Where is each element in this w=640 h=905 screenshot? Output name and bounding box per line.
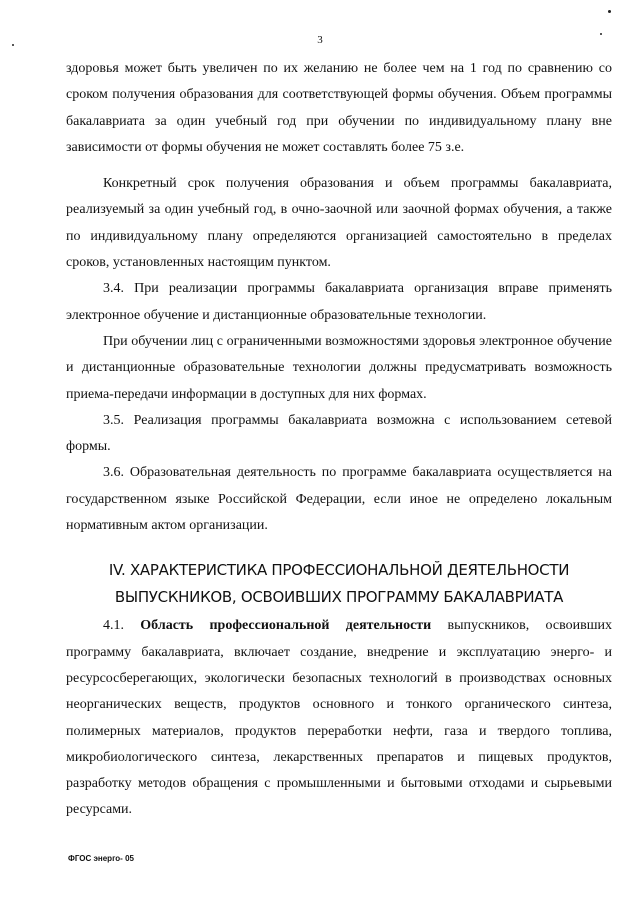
paragraph: 3.6. Образовательная деятельность по программе бакалавриата осуществляется на государственном языке Российской Федерации, если иное не определено локальным нормативным актом организации. — [66, 465, 612, 534]
page-number: 3 — [317, 34, 323, 46]
section-heading-line: ВЫПУСКНИКОВ, ОСВОИВШИХ ПРОГРАММУ БАКАЛАВРИАТА — [114, 588, 564, 607]
document-body — [66, 56, 612, 824]
clause-number: 4.1. — [103, 618, 124, 634]
clause-4-1 — [66, 613, 612, 823]
section-heading-line: IV. ХАРАКТЕРИСТИКА ПРОФЕССИОНАЛЬНОЙ ДЕЯТЕЛЬНОСТИ — [108, 561, 570, 580]
clause-text: выпускников, освоивших программу бакалавриата, включает создание, внедрение и эксплуатацию энерго- и ресурсосберегающих, экологически безопасных технологий в производствах основных неорганических веществ, продуктов основного и тонкого органического синтеза, полимерных материалов, продуктов переработки нефти, газа и твердого топлива, микробиологического синтеза, лекарственных препаратов и пищевых продуктов, разработку методов обращения с промышленными и бытовыми отходами и сырьевыми ресурсами. — [66, 618, 612, 818]
footer-code: ФГОС энерго- 05 — [68, 854, 134, 863]
scan-speck — [608, 10, 611, 13]
paragraph: При обучении лиц с ограниченными возможностями здоровья электронное обучение и дистанционные образовательные технологии должны предусматривать возможность приема-передачи информации в доступных для них формах. — [66, 333, 612, 402]
paragraph: 3.5. Реализация программы бакалавриата возможна с использованием сетевой формы. — [66, 412, 612, 455]
paragraph: Конкретный срок получения образования и объем программы бакалавриата, реализуемый за один учебный год, в очно-заочной или заочной формах обучения, а также по индивидуальному плану определяются организацией самостоятельно в пределах сроков, установленных настоящим пунктом. — [66, 176, 612, 271]
section-heading — [66, 557, 612, 611]
paragraph: 3.4. При реализации программы бакалавриата организация вправе применять электронное обучение и дистанционные образовательные технологии. — [66, 281, 612, 323]
clause-bold-term: Область профессиональной деятельности — [140, 618, 432, 634]
paragraph: здоровья может быть увеличен по их желанию не более чем на 1 год по сравнению со сроком получения образования для соответствующей формы обучения. Объем программы бакалавриата за один учебный год при обучении по индивидуальному плану вне зависимости от формы обучения не может составлять более 75 з.е. — [66, 61, 612, 155]
